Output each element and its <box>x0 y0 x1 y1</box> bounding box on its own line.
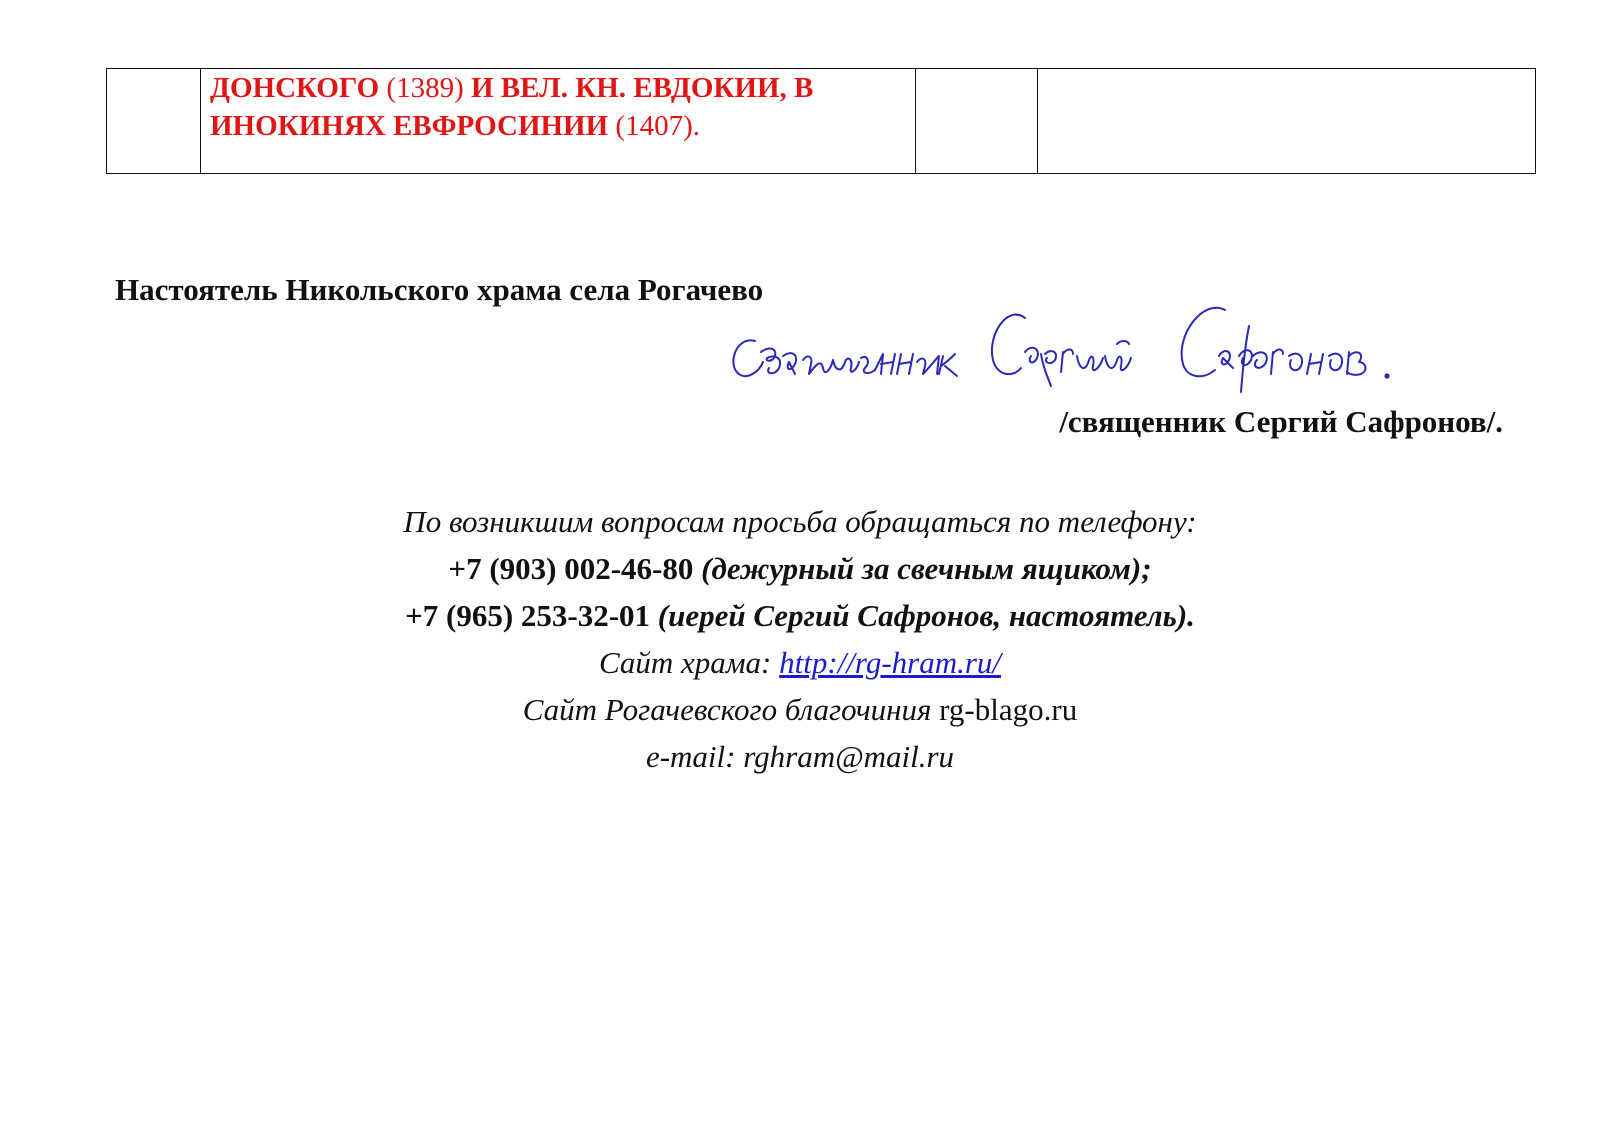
email-label: e-mail: <box>645 739 736 774</box>
contacts-intro: По возникшим вопросам просьба обращаться по телефону: <box>403 504 1197 539</box>
feast-name-part1: ДОНСКОГО <box>210 72 380 104</box>
table-cell-date <box>107 69 201 174</box>
email-line <box>0 733 1600 780</box>
deanery-label: Сайт Рогачевского благочиния <box>522 692 932 727</box>
site-link[interactable]: http://rg-hram.ru/ <box>779 645 1002 680</box>
deanery-line <box>0 686 1600 733</box>
feast-year-1: (1389) <box>386 72 464 104</box>
table-cell-time <box>916 69 1038 174</box>
contacts-block <box>0 498 1600 780</box>
rector-title: Настоятель Никольского храма села Рогачево <box>115 272 764 307</box>
site-line <box>0 639 1600 686</box>
phone-1-note: (дежурный за свечным ящиком); <box>701 551 1152 586</box>
phone-2-note: (иерей Сергий Сафронов, настоятель). <box>657 598 1195 633</box>
feast-name-part2: И ВЕЛ. КН. ЕВДОКИИ, В ИНОКИНЯХ ЕВФРОСИНИИ <box>210 72 814 142</box>
schedule-table <box>106 68 1536 174</box>
phone-line-2 <box>0 592 1600 639</box>
phone-line-1 <box>0 545 1600 592</box>
phone-2-number: +7 (965) 253-32-01 <box>405 598 651 633</box>
table-cell-notes <box>1038 69 1536 174</box>
feast-year-2: (1407). <box>615 110 700 142</box>
site-label: Сайт храма: <box>598 645 772 680</box>
email-address: rghram@mail.ru <box>743 739 955 774</box>
deanery-site: rg-blago.ru <box>939 692 1078 727</box>
table-cell-feast <box>201 69 916 174</box>
printed-signature-name: /священник Сергий Сафронов/. <box>1059 404 1503 439</box>
table-row <box>107 69 1536 174</box>
handwritten-signature <box>725 296 1445 404</box>
phone-1-number: +7 (903) 002-46-80 <box>448 551 694 586</box>
feast-text <box>201 69 915 145</box>
